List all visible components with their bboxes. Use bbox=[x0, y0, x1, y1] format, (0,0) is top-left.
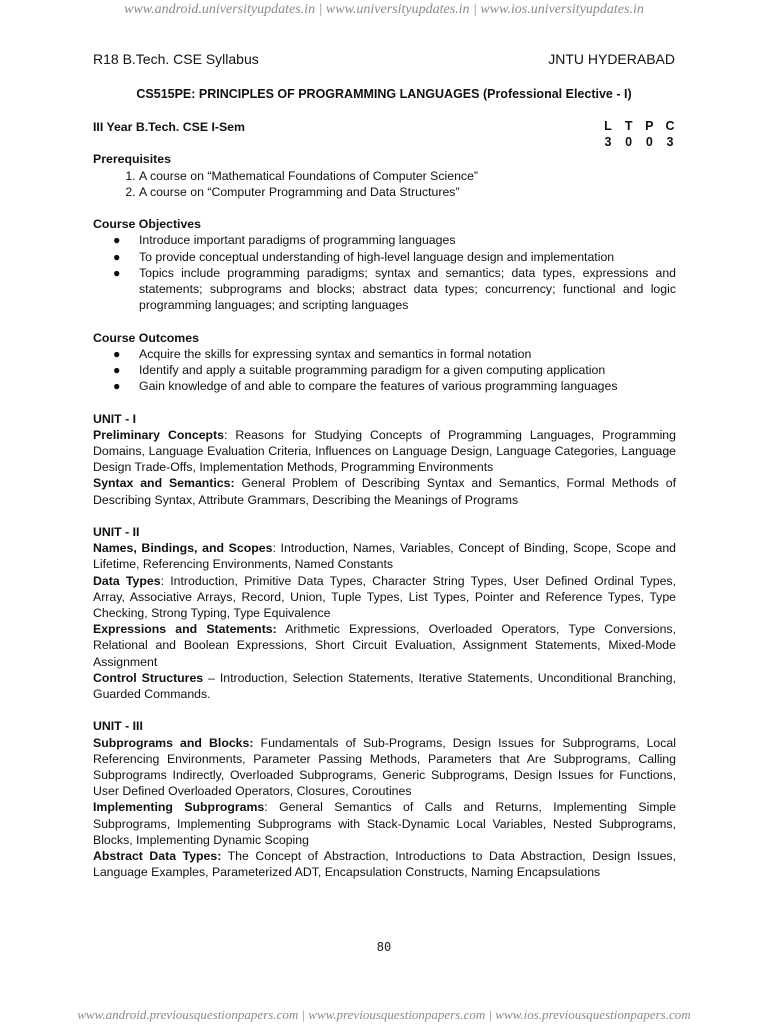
unit-2-paragraph bbox=[93, 621, 676, 670]
topic-term: Implementing Subprograms bbox=[93, 800, 265, 815]
unit-1-paragraph bbox=[93, 427, 676, 476]
topic-text: – Introduction, Selection Statements, Iterative Statements, Unconditional Branching, Guarded Commands. bbox=[93, 670, 676, 702]
unit-2-title: UNIT - II bbox=[93, 525, 140, 539]
topic-term: Control Structures bbox=[93, 670, 204, 685]
objectives-heading: Course Objectives bbox=[93, 217, 201, 232]
topic-text: : Reasons for Studying Concepts of Programming Languages, Programming Domains, Language Evaluation Criteria, Influences on Language Design, Language Categories, Language Design Trade-Offs, Implementation Methods, Programming Environments bbox=[93, 427, 676, 475]
ltpc-label-l: L bbox=[604, 119, 612, 133]
list-item: 2. A course on “Computer Programming and Data Structures” bbox=[139, 184, 676, 200]
unit-2-paragraph bbox=[93, 540, 676, 572]
topic-term: Syntax and Semantics: bbox=[93, 476, 235, 491]
topic-text: : Introduction, Primitive Data Types, Character String Types, User Defined Ordinal Types, Array, Associative Arrays, Record, Union, Tuple Types, List Types, Pointer and Reference Types, Type Checking, Strong Typing, Type Equivalence bbox=[93, 573, 676, 621]
bullet-icon: ● bbox=[113, 265, 121, 280]
list-item bbox=[113, 346, 676, 362]
unit-3-title: UNIT - III bbox=[93, 719, 143, 734]
topic-term: Subprograms and Blocks: bbox=[93, 735, 254, 750]
unit-3-paragraph bbox=[93, 735, 676, 800]
objective-text: Topics include programming paradigms; syntax and semantics; data types, expressions and statements; subprograms and blocks; abstract data types; concurrency; functional and logic programming languages; and scripting languages bbox=[139, 265, 676, 313]
bullet-icon: ● bbox=[113, 249, 121, 264]
bullet-icon: ● bbox=[113, 233, 121, 248]
topic-term: Abstract Data Types: bbox=[93, 849, 222, 864]
outcomes-heading: Course Outcomes bbox=[93, 330, 199, 345]
ltpc-label-c: C bbox=[665, 119, 675, 133]
ltpc-value-l: 3 bbox=[604, 135, 612, 149]
unit-1-paragraph bbox=[93, 475, 676, 507]
watermark-top: www.android.universityupdates.in | www.universityupdates.in | www.ios.universityupdates.in bbox=[124, 2, 644, 17]
topic-term: Data Types bbox=[93, 573, 161, 588]
list-item bbox=[113, 265, 676, 314]
objective-text: Introduce important paradigms of programming languages bbox=[139, 233, 456, 248]
list-item: 1. A course on “Mathematical Foundations of Computer Science” bbox=[139, 168, 676, 184]
topic-term: Preliminary Concepts bbox=[93, 427, 224, 442]
objectives-list bbox=[93, 232, 676, 313]
topic-text: Arithmetic Expressions, Overloaded Operators, Type Conversions, Relational and Boolean Expressions, Short Circuit Evaluation, Assignment Statements, Mixed-Mode Assignment bbox=[93, 622, 676, 669]
outcomes-list bbox=[93, 346, 676, 395]
ltpc-value-t: 0 bbox=[625, 135, 633, 149]
topic-term: Names, Bindings, and Scopes bbox=[93, 541, 273, 556]
topic-text: : General Semantics of Calls and Returns, Implementing Simple Subprograms, Implementing Subprograms with Stack-Dynamic Local Variables, Nested Subprograms, Blocks, Implementing Dynamic Scoping bbox=[93, 800, 677, 847]
outcome-text: Acquire the skills for expressing syntax and semantics in formal notation bbox=[139, 346, 532, 361]
unit-2-paragraph bbox=[93, 670, 676, 702]
list-item bbox=[113, 232, 676, 248]
ltpc-value-p: 0 bbox=[645, 135, 653, 149]
bullet-icon: ● bbox=[113, 363, 121, 377]
outcome-text: Gain knowledge of and able to compare the features of various programming languages bbox=[139, 379, 618, 394]
topic-text: Fundamentals of Sub-Programs, Design Issues for Subprograms, Local Referencing Environments, Parameter Passing Methods, Parameters that Are Subprograms, Calling Subprograms Indirectly, Overloaded Subprograms, Generic Subprograms, Design Issues for Functions, User Defined Overloaded Operators, Closures, Coroutines bbox=[93, 735, 676, 799]
prerequisites-list bbox=[93, 168, 676, 200]
ltpc-label-p: P bbox=[645, 119, 654, 133]
topic-term: Expressions and Statements: bbox=[93, 622, 277, 637]
semester-label: III Year B.Tech. CSE I-Sem bbox=[93, 120, 245, 134]
topic-text: The Concept of Abstraction, Introductions to Data Abstraction, Design Issues, Language Examples, Parameterized ADT, Encapsulation Constructs, Naming Encapsulations bbox=[93, 849, 676, 880]
ltpc-label-t: T bbox=[624, 119, 633, 133]
header-syllabus-label: R18 B.Tech. CSE Syllabus bbox=[93, 51, 259, 67]
unit-1-title: UNIT - I bbox=[93, 411, 137, 426]
outcome-text: Identify and apply a suitable programming paradigm for a given computing application bbox=[139, 363, 606, 377]
topic-text: General Problem of Describing Syntax and Semantics, Formal Methods of Describing Syntax, Attribute Grammars, Describing the Meanings of Programs bbox=[93, 476, 676, 507]
ltpc-value-c: 3 bbox=[666, 135, 674, 149]
bullet-icon: ● bbox=[113, 346, 121, 361]
course-title: CS515PE: PRINCIPLES OF PROGRAMMING LANGUAGES (Professional Elective - I) bbox=[136, 87, 632, 101]
unit-2-paragraph bbox=[93, 573, 676, 622]
unit-3-paragraph bbox=[93, 799, 676, 848]
unit-3-paragraph bbox=[93, 848, 676, 880]
syllabus-content bbox=[93, 119, 676, 880]
list-item bbox=[113, 378, 676, 394]
header-university-label: JNTU HYDERABAD bbox=[548, 51, 675, 67]
watermark-bottom: www.android.previousquestionpapers.com | www.previousquestionpapers.com | www.ios.previousquestionpapers.com bbox=[77, 1007, 691, 1022]
prerequisites-heading: Prerequisites bbox=[93, 152, 171, 167]
objective-text: To provide conceptual understanding of high-level language design and implementation bbox=[139, 249, 615, 264]
list-item bbox=[113, 362, 676, 378]
page-number: 80 bbox=[376, 940, 392, 954]
bullet-icon: ● bbox=[113, 379, 121, 394]
list-item bbox=[113, 249, 676, 265]
topic-text: : Introduction, Names, Variables, Concept of Binding, Scope, Scope and Lifetime, Referencing Environments, Named Constants bbox=[93, 541, 677, 572]
